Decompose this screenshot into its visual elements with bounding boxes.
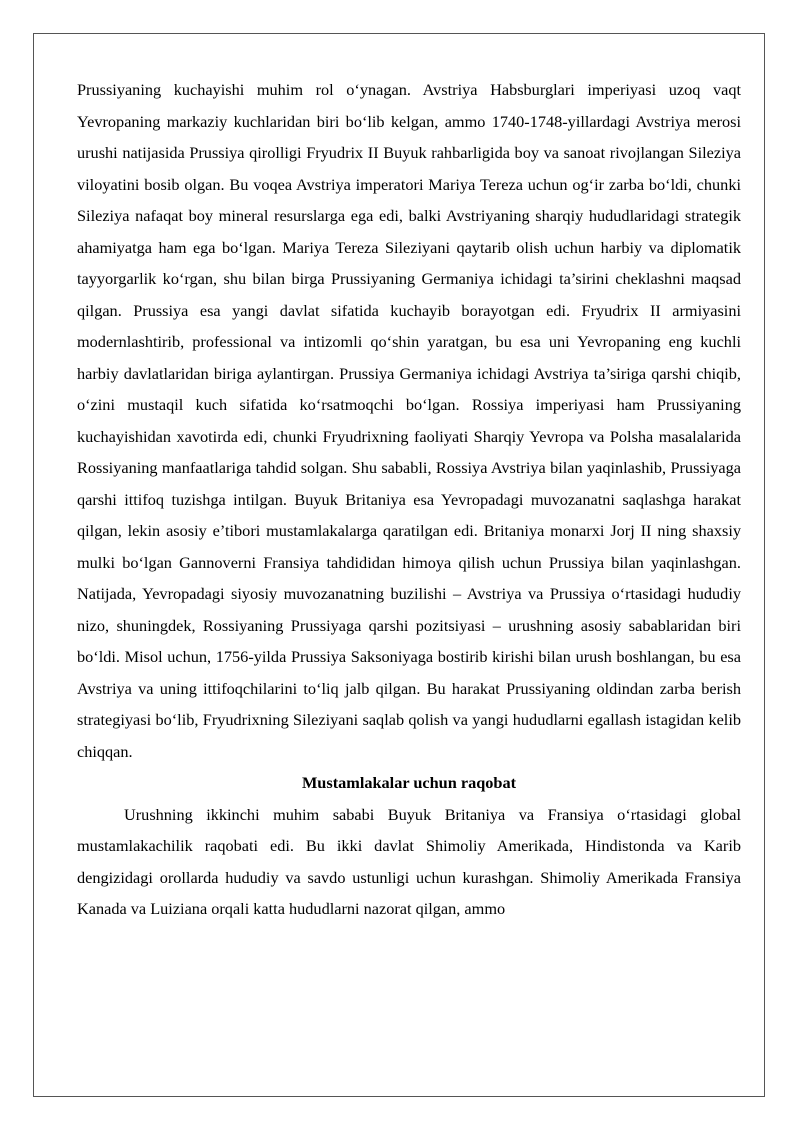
document-body: [77, 74, 741, 925]
paragraph-colonial-rivalry: Urushning ikkinchi muhim sababi Buyuk Britaniya va Fransiya o‘rtasidagi global mustamlakachilik raqobati edi. Bu ikki davlat Shimoliy Amerikada, Hindistonda va Karib dengizidagi orollarda hududiy va savdo ustunligi uchun kurashgan. Shimoliy Amerikada Fransiya Kanada va Luiziana orqali katta hududlarni nazorat qilgan, ammo: [77, 804, 741, 918]
paragraph-prussia: Prussiyaning kuchayishi muhim rol o‘ynagan. Avstriya Habsburglari imperiyasi uzoq vaqt Yevropaning markaziy kuchlaridan biri bo‘lib kelgan, ammo 1740-1748-yillardagi Avstriya merosi urushi natijasida Prussiya qirolligi Fryudrix II Buyuk rahbarligida boy va sanoat rivojlangan Sileziya viloyatini bosib olgan. Bu voqea Avstriya imperatori Mariya Tereza uchun og‘ir zarba bo‘ldi, chunki Sileziya nafaqat boy mineral resurslarga ega edi, balki Avstriyaning sharqiy hududlaridagi strategik ahamiyatga ham ega bo‘lgan. Mariya Tereza Sileziyani qaytarib olish uchun harbiy va diplomatik tayyorgarlik ko‘rgan, shu bilan birga Prussiyaning Germaniya ichidagi ta’sirini cheklashni maqsad qilgan. Prussiya esa yangi davlat sifatida kuchayib borayotgan edi. Fryudrix II armiyasini modernlashtirib, professional va intizomli qo‘shin yaratgan, bu esa uni Yevropaning eng kuchli harbiy davlatlaridan biriga aylantirgan. Prussiya Germaniya ichidagi Avstriya ta’siriga qarshi chiqib, o‘zini mustaqil kuch sifatida ko‘rsatmoqchi bo‘lgan. Rossiya imperiyasi ham Prussiyaning kuchayishidan xavotirda edi, chunki Fryudrixning faoliyati Sharqiy Yevropa va Polsha masalalarida Rossiyaning manfaatlariga tahdid solgan. Shu sababli, Rossiya Avstriya bilan yaqinlashib, Prussiyaga qarshi ittifoq tuzishga intilgan. Buyuk Britaniya esa Yevropadagi muvozanatni saqlashga harakat qilgan, lekin asosiy e’tibori mustamlakalarga qaratilgan edi. Britaniya monarxi Jorj II ning shaxsiy mulki bo‘lgan Gannoverni Fransiya tahdididan himoya qilish uchun Prussiya bilan yaqinlashgan. Natijada, Yevropadagi siyosiy muvozanatning buzilishi – Avstriya va Prussiya o‘rtasidagi hududiy nizo, shuningdek, Rossiyaning Prussiyaga qarshi pozitsiyasi – urushning asosiy sabablaridan biri bo‘ldi. Misol uchun, 1756-yilda Prussiya Saksoniyaga bostirib kirishi bilan urush boshlangan, bu esa Avstriya va uning ittifoqchilarini to‘liq jalb qilgan. Bu harakat Prussiyaning oldindan zarba berish strategiyasi bo‘lib, Fryudrixning Sileziyani saqlab qolish va yangi hududlarni egallash istagidan kelib chiqqan.: [77, 80, 741, 761]
section-heading: Mustamlakalar uchun raqobat: [301, 773, 517, 792]
